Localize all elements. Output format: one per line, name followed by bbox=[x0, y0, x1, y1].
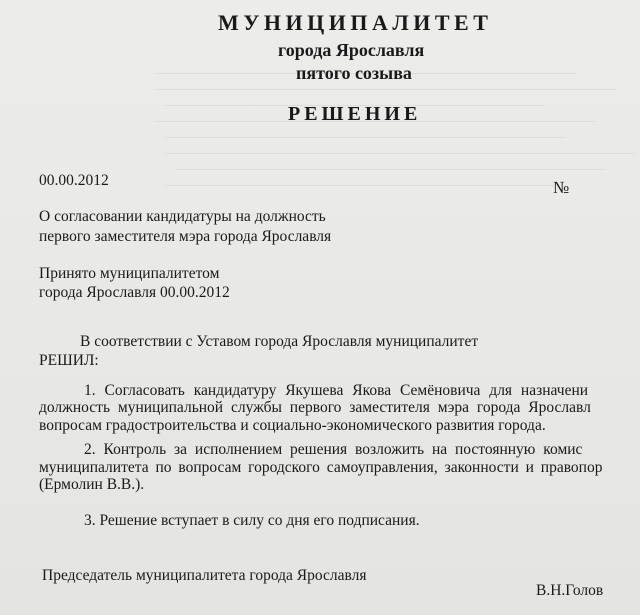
adopted-line-2: города Ярославля 00.00.2012 bbox=[39, 284, 230, 301]
adopted-line-1: Принято муниципалитетом bbox=[39, 265, 220, 282]
item-2-line-2: муниципалитета по вопросам городского самоуправления, законности и правопор bbox=[39, 459, 603, 476]
item-1-line-2: должность муниципальной службы первого заместителя мэра города Ярославл bbox=[39, 399, 591, 416]
item-1-line-3: вопросам градостроительства и социально-экономического развития города. bbox=[39, 417, 546, 434]
doc-number-label: № bbox=[553, 178, 570, 197]
preamble: В соответствии с Уставом города Ярославля муниципалитет bbox=[80, 333, 479, 350]
item-3: 3. Решение вступает в силу со дня его подписания. bbox=[84, 512, 420, 529]
signature-title: Председатель муниципалитета города Ярославля bbox=[42, 567, 367, 584]
doc-type-title: РЕШЕНИЕ bbox=[288, 103, 422, 125]
subject-line-1: О согласовании кандидатуры на должность bbox=[39, 208, 326, 225]
header-org: МУНИЦИПАЛИТЕТ bbox=[218, 10, 493, 35]
item-2-line-3: (Ермолин В.В.). bbox=[39, 476, 145, 493]
item-1-line-1: 1. Согласовать кандидатуру Якушева Якова Семёновича для назначени bbox=[84, 382, 589, 399]
resolved-label: РЕШИЛ: bbox=[39, 352, 99, 369]
signature-name: В.Н.Голов bbox=[536, 582, 604, 599]
item-2-line-1: 2. Контроль за исполнением решения возложить на постоянную комис bbox=[84, 441, 583, 458]
header-convocation: пятого созыва bbox=[296, 63, 412, 83]
subject-line-2: первого заместителя мэра города Ярославля bbox=[39, 228, 332, 245]
header-city: города Ярославля bbox=[278, 40, 425, 60]
doc-date: 00.00.2012 bbox=[39, 172, 109, 189]
